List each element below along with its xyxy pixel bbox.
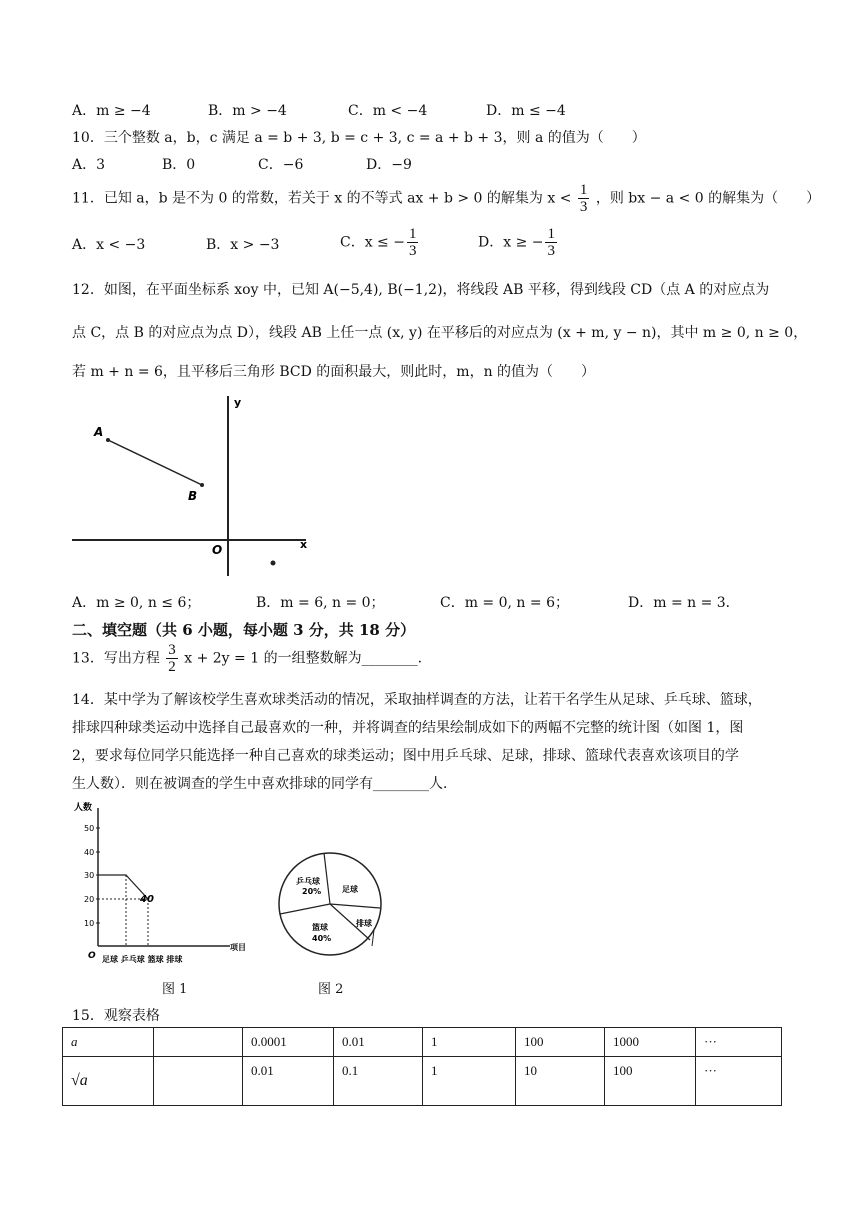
label-o: O: [212, 543, 223, 557]
fig2-volleyball: 排球: [356, 919, 372, 928]
fig2-sep-2: [280, 904, 330, 914]
table-cell: 0.01: [334, 1028, 423, 1057]
q14-figure-2: [272, 842, 402, 972]
table-row: [63, 1028, 782, 1057]
table-cell: 1: [423, 1057, 516, 1106]
table-cell: 0.01: [243, 1057, 334, 1106]
q11-option-d-frac-num: 1: [547, 226, 555, 242]
q10-option-a: A．3: [72, 157, 106, 173]
q12-option-a: A．m ≥ 0, n ≤ 6；: [72, 595, 201, 611]
q11-stem-b: ，则 bx − a < 0 的解集为（ ）: [595, 190, 821, 207]
fig2-football: 足球: [342, 885, 358, 894]
q15-table: [62, 1027, 782, 1106]
fig1-y-tick-40: 40: [84, 848, 95, 857]
q12-option-c: C．m = 0, n = 6；: [440, 595, 569, 611]
q11-stem-a: 11．已知 a，b 是不为 0 的常数，若关于 x 的不等式 ax + b > 0 的解集为 x <: [72, 190, 572, 207]
q14-line2: 排球四种球类运动中选择自己最喜欢的一种，并将调查的结果绘制成如下的两幅不完整的统计图（如图 1，图: [72, 720, 744, 736]
fig2-pingpong: 乒乓球: [296, 877, 320, 886]
q9-option-c: C．m < −4: [348, 103, 428, 119]
q14-line1: 14．某中学为了解该校学生喜欢球类活动的情况，采取抽样调查的方法，让若干名学生从足球、乒乓球、篮球，: [72, 692, 762, 708]
q10-stem: 10．三个整数 a，b，c 满足 a = b + 3, b = c + 3, c = a + b + 3，则 a 的值为（ ）: [72, 130, 646, 146]
fig1-y-tick-50: 50: [84, 824, 95, 833]
q10-option-b: B．0: [162, 157, 196, 173]
q11-option-d-fraction: [545, 226, 557, 259]
fig2-sep-3: [330, 904, 380, 908]
fig1-point-label: 40: [140, 894, 154, 905]
label-y: y: [234, 396, 242, 409]
q11-stem-frac-num: 1: [579, 182, 588, 198]
q11-option-a: A．x < −3: [72, 237, 146, 253]
fig1-y-tick-30: 30: [84, 871, 95, 880]
q14-line4: 生人数）．则在被调查的学生中喜欢排球的同学有________人．: [72, 776, 457, 792]
q13-pre: 13．写出方程: [72, 650, 160, 667]
table-cell: 100: [605, 1057, 696, 1106]
q13: [72, 642, 422, 675]
table-cell: 1: [423, 1028, 516, 1057]
fig1-y-tick-10: 10: [84, 919, 95, 928]
table-cell: a: [63, 1028, 154, 1057]
fig2-basketball: 篮球: [312, 923, 328, 932]
table-row: [63, 1057, 782, 1106]
q9-option-a: A．m ≥ −4: [72, 103, 151, 119]
q11-option-c-frac-num: 1: [408, 226, 417, 242]
fig1-caption: 图 1: [162, 982, 188, 997]
q11-option-c-wrap: [340, 226, 420, 259]
table-cell: 1000: [605, 1028, 696, 1057]
q11-option-c: C．x ≤ −: [340, 234, 405, 251]
point-a: [106, 438, 110, 442]
q10-option-c: C．−6: [258, 157, 304, 173]
table-cell: 0.0001: [243, 1028, 334, 1057]
fig1-x-title: 项目: [230, 943, 246, 952]
section-2-heading: 二、填空题（共 6 小题，每小题 3 分，共 18 分）: [72, 621, 416, 639]
table-cell: ···: [696, 1057, 782, 1106]
fig1-y-tick-20: 20: [84, 895, 95, 904]
q11-option-d: D．x ≥ −: [478, 234, 544, 251]
q9-option-b: B．m > −4: [208, 103, 287, 119]
q9-option-d: D．m ≤ −4: [486, 103, 566, 119]
q11-stem-fraction: [578, 182, 590, 215]
q11-option-b: B．x > −3: [206, 237, 280, 253]
label-a: A: [94, 425, 104, 439]
q15-title: 15．观察表格: [72, 1008, 160, 1024]
q11-option-d-wrap: [478, 226, 559, 259]
table-cell: [154, 1057, 243, 1106]
fig2-sep-1: [324, 853, 330, 904]
table-cell: 10: [516, 1057, 605, 1106]
q13-post: x + 2y = 1 的一组整数解为________.: [184, 650, 423, 667]
q10-option-d: D．−9: [366, 157, 412, 173]
fig1-y-title: 人数: [74, 803, 93, 813]
fig1-categories: 足球 乒乓球 篮球 排球: [102, 955, 183, 964]
segment-ab: [108, 440, 202, 485]
q11-option-c-frac-den: 3: [408, 243, 417, 259]
label-b: B: [188, 489, 198, 503]
table-cell: √a: [63, 1057, 154, 1106]
table-cell: 0.1: [334, 1057, 423, 1106]
q12-option-b: B．m = 6, n = 0；: [256, 595, 385, 611]
q11-option-c-fraction: [407, 226, 419, 259]
q13-frac-num: 3: [168, 642, 176, 658]
fig2-basketball-pct: 40%: [312, 934, 332, 943]
table-cell: [154, 1028, 243, 1057]
q14-figure-1: [70, 798, 260, 968]
stray-dot: [271, 561, 276, 566]
q11-stem: [72, 182, 820, 215]
point-b: [200, 483, 204, 487]
fig2-pingpong-pct: 20%: [302, 887, 322, 896]
q12-line1: 12．如图，在平面坐标系 xoy 中，已知 A(−5,4), B(−1,2)，将线段 AB 平移，得到线段 CD（点 A 的对应点为: [72, 282, 770, 298]
q11-option-d-frac-den: 3: [547, 243, 555, 259]
fig1-origin: O: [88, 951, 96, 961]
q12-option-d: D．m = n = 3．: [628, 595, 740, 611]
q13-frac-den: 2: [168, 659, 176, 675]
q14-line3: 2，要求每位同学只能选择一种自己喜欢的球类运动；图中用乒乓球、足球，排球、篮球代表喜欢该项目的学: [72, 748, 739, 764]
q12-coordinate-figure: [68, 390, 328, 580]
table-cell: ···: [696, 1028, 782, 1057]
label-x: x: [300, 538, 308, 551]
q12-line3: 若 m + n = 6，且平移后三角形 BCD 的面积最大，则此时，m，n 的值为（ ）: [72, 364, 596, 380]
q11-stem-frac-den: 3: [579, 199, 588, 215]
q13-fraction: [166, 642, 178, 675]
q12-line2: 点 C，点 B 的对应点为点 D），线段 AB 上任一点 (x, y) 在平移后的对应点为 (x + m, y − n)，其中 m ≥ 0, n ≥ 0，: [72, 325, 808, 341]
fig2-caption: 图 2: [318, 982, 344, 997]
table-cell: 100: [516, 1028, 605, 1057]
